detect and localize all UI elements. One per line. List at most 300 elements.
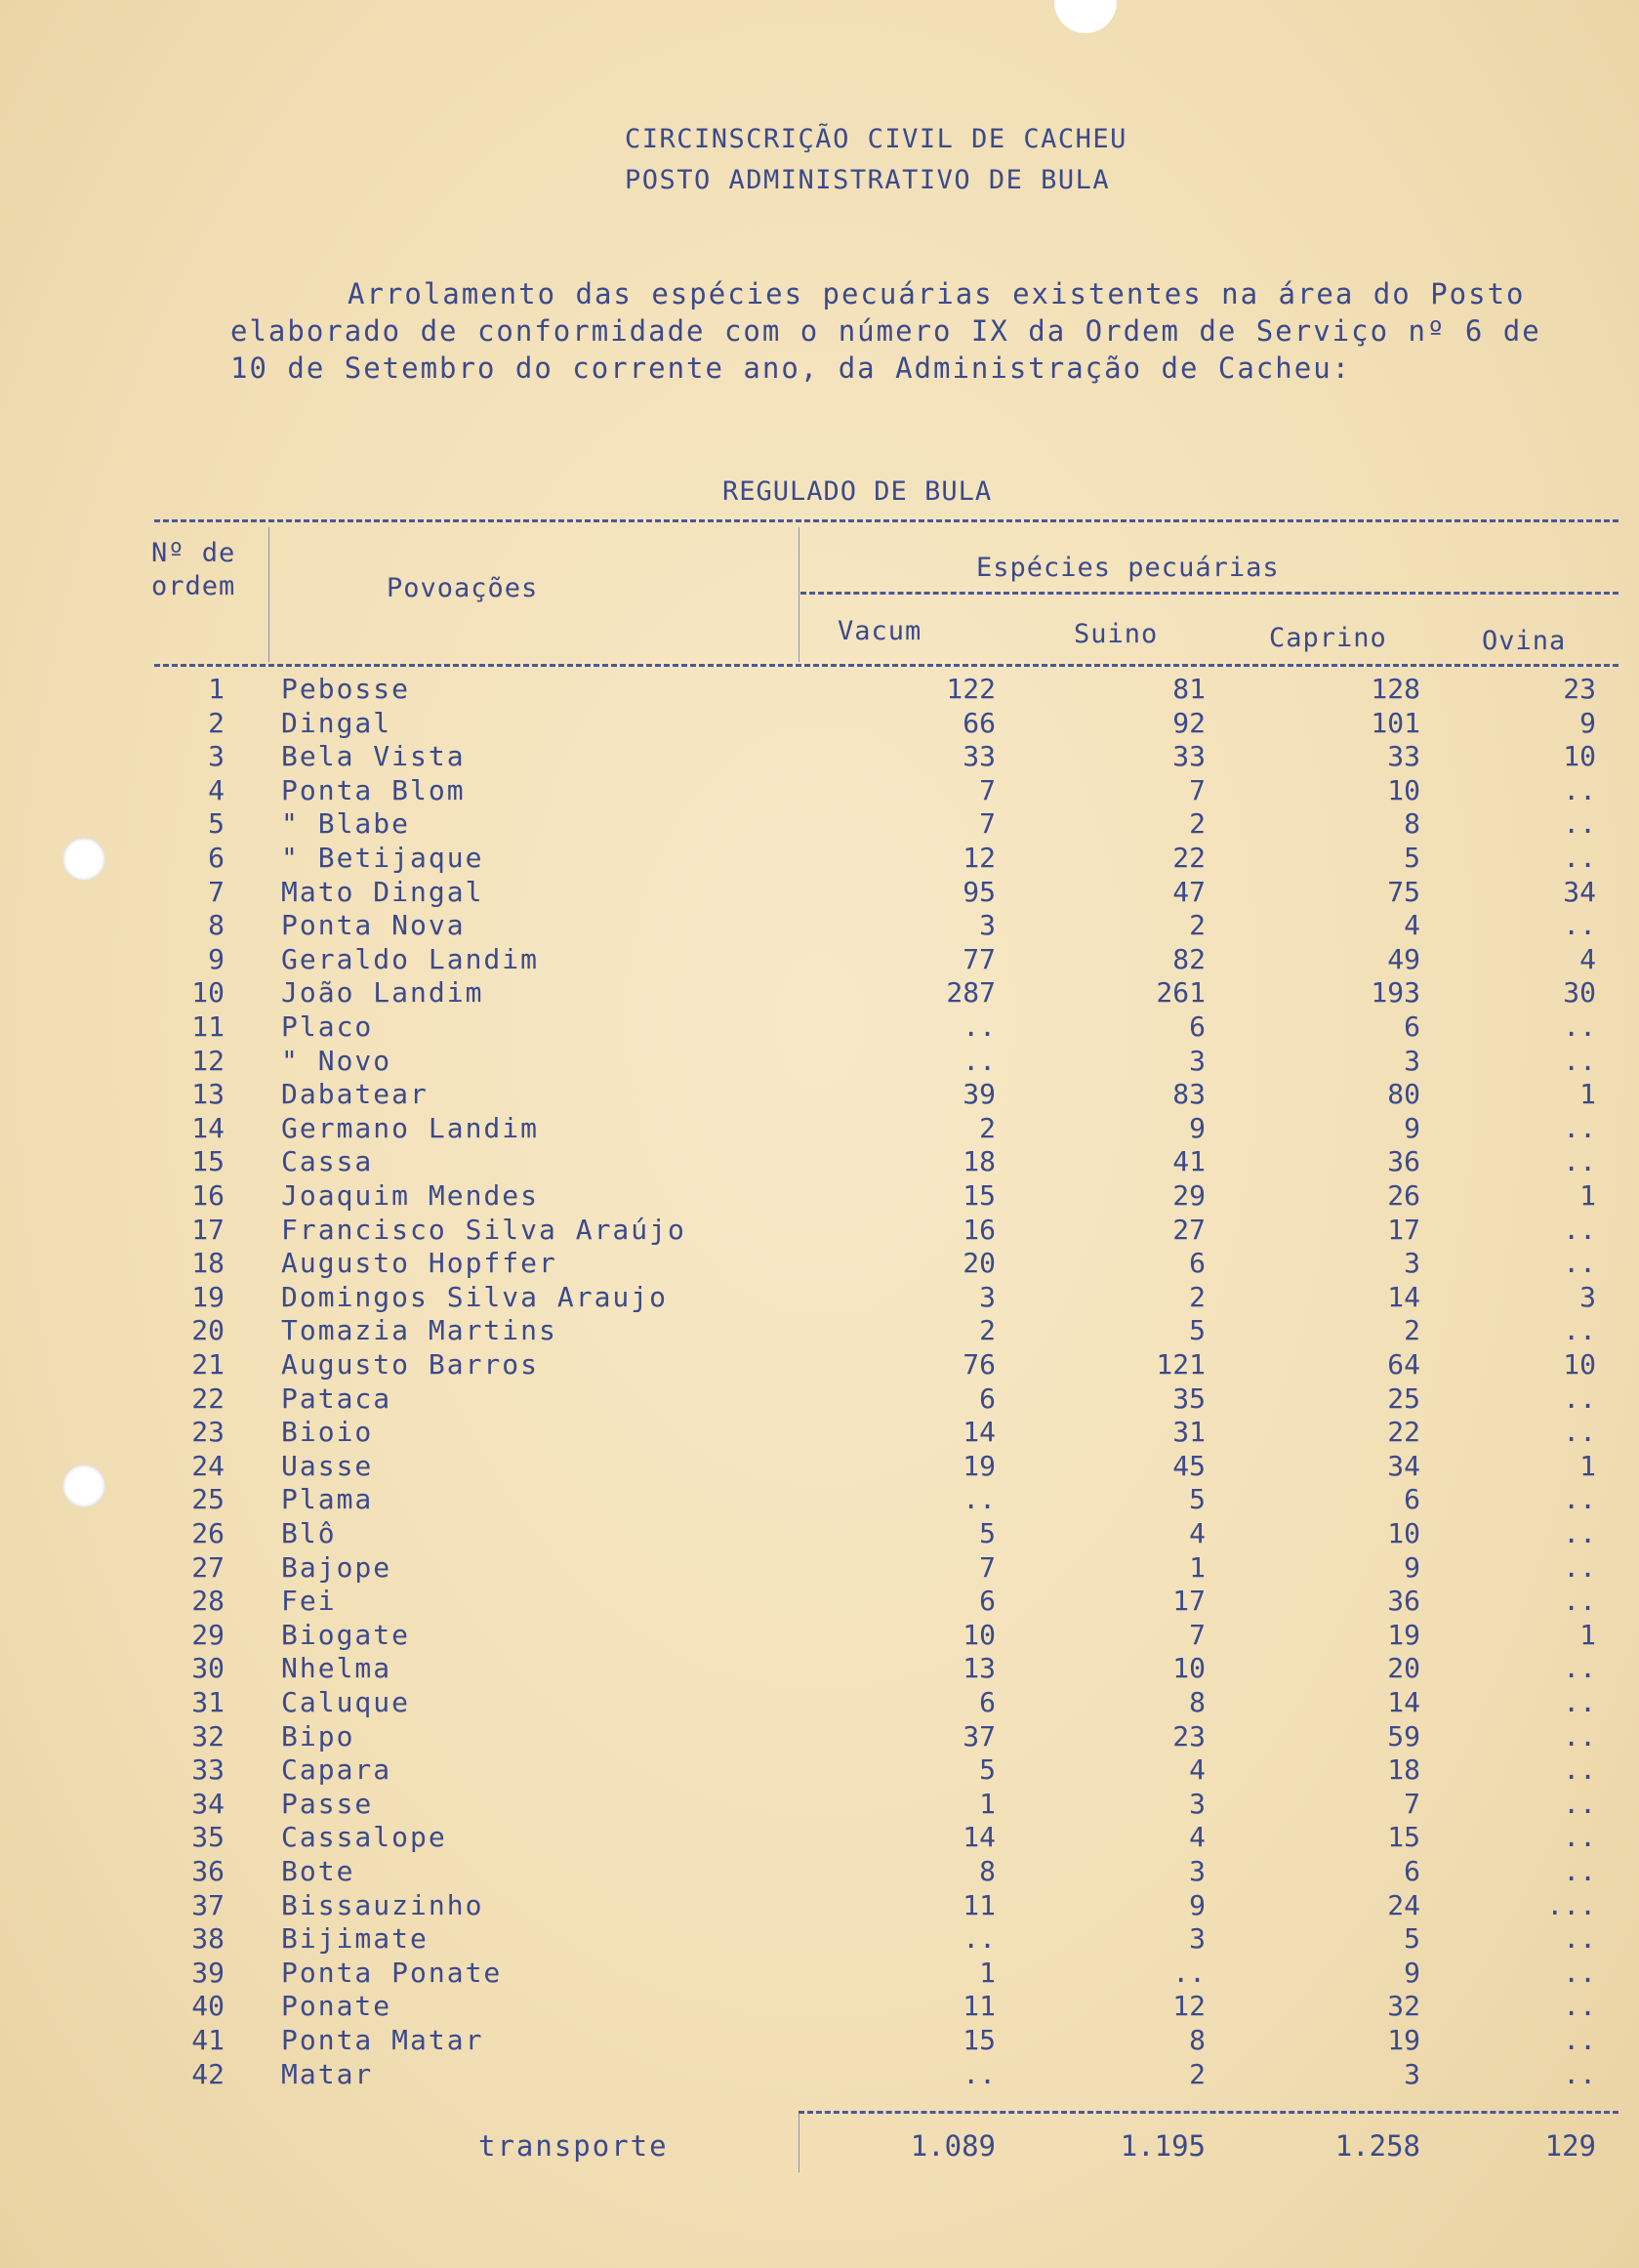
row-caprino: 22 (1387, 1416, 1420, 1448)
table-row (0, 1313, 1639, 1347)
row-name: Ponate (281, 1990, 392, 2022)
row-name: Augusto Barros (281, 1348, 540, 1381)
row-ovina: 9 (1579, 707, 1596, 739)
row-number: 38 (191, 1922, 225, 1955)
row-ovina: .. (1563, 2024, 1596, 2056)
row-ovina: .. (1563, 1145, 1596, 1177)
row-number: 35 (191, 1821, 225, 1853)
row-caprino: 14 (1387, 1686, 1420, 1718)
row-number: 19 (191, 1281, 225, 1313)
row-suino: 9 (1189, 1112, 1206, 1144)
row-suino: 3 (1189, 1922, 1206, 1955)
row-name: Placo (281, 1010, 374, 1043)
row-caprino: 36 (1387, 1145, 1420, 1177)
row-caprino: 75 (1387, 876, 1420, 908)
row-ovina: 3 (1579, 1281, 1596, 1313)
table-row (0, 739, 1639, 773)
row-vacum: 16 (963, 1214, 996, 1246)
row-suino: 23 (1172, 1720, 1206, 1753)
table-row (0, 875, 1639, 909)
row-ovina: .. (1563, 1788, 1596, 1820)
row-caprino: 80 (1387, 1078, 1420, 1110)
table-row (0, 1213, 1639, 1247)
row-number: 6 (208, 842, 225, 874)
row-caprino: 24 (1387, 1889, 1420, 1921)
table-row (0, 1921, 1639, 1956)
row-name: Fei (281, 1585, 337, 1617)
row-ovina: 1 (1579, 1450, 1596, 1482)
row-ovina: .. (1563, 1720, 1596, 1753)
row-ovina: .. (1563, 1686, 1596, 1718)
intro-paragraph (230, 275, 1587, 387)
header-line-2: POSTO ADMINISTRATIVO DE BULA (625, 165, 1111, 195)
column-header-number-line-1: Nº de (151, 538, 236, 568)
row-vacum: 3 (979, 909, 996, 941)
table-row (0, 1144, 1639, 1178)
row-vacum: 6 (979, 1382, 996, 1415)
row-number: 4 (208, 774, 225, 806)
row-vacum: 13 (963, 1652, 996, 1684)
row-ovina: .. (1563, 1517, 1596, 1549)
row-name: Francisco Silva Araújo (281, 1214, 686, 1246)
row-suino: 3 (1189, 1788, 1206, 1820)
column-header-number (151, 537, 235, 603)
row-suino: 2 (1189, 807, 1206, 840)
row-suino: 12 (1172, 1990, 1206, 2022)
row-suino: 5 (1189, 1483, 1206, 1515)
row-caprino: 36 (1387, 1585, 1420, 1617)
column-header-ovina: Ovina (1482, 626, 1567, 656)
row-ovina: 10 (1563, 740, 1596, 772)
row-ovina: 34 (1563, 876, 1596, 908)
row-vacum: 7 (979, 1551, 996, 1584)
row-ovina: 1 (1579, 1179, 1596, 1212)
row-ovina: .. (1563, 1753, 1596, 1786)
row-ovina: .. (1563, 1652, 1596, 1684)
intro-line-1: Arrolamento das espécies pecuárias existentes na área do Posto (348, 277, 1526, 310)
row-suino: 4 (1189, 1753, 1206, 1786)
row-name: Ponta Ponate (281, 1957, 503, 1989)
row-suino: 17 (1172, 1585, 1206, 1617)
row-caprino: 25 (1387, 1382, 1420, 1415)
table-row (0, 1077, 1639, 1111)
row-number: 41 (191, 2024, 225, 2056)
row-suino: 7 (1189, 1619, 1206, 1651)
row-vacum: 66 (963, 707, 996, 739)
row-ovina: 23 (1563, 673, 1596, 705)
row-suino: 2 (1189, 909, 1206, 941)
table-row (0, 1111, 1639, 1145)
row-vacum: 14 (963, 1821, 996, 1853)
row-ovina: 10 (1563, 1348, 1596, 1381)
table-row (0, 1989, 1639, 2023)
row-vacum: 39 (963, 1078, 996, 1110)
row-ovina: .. (1563, 909, 1596, 941)
torn-edge (1054, 0, 1117, 33)
row-name: João Landim (281, 976, 484, 1009)
table-row (0, 1888, 1639, 1922)
row-suino: 92 (1172, 707, 1206, 739)
row-number: 9 (208, 943, 225, 975)
row-name: Biogate (281, 1619, 411, 1651)
table-row (0, 1787, 1639, 1821)
row-caprino: 101 (1371, 707, 1420, 739)
row-vacum: 11 (963, 1889, 996, 1921)
row-name: Pataca (281, 1382, 392, 1415)
table-row (0, 1178, 1639, 1213)
row-number: 18 (191, 1247, 225, 1279)
row-number: 25 (191, 1483, 225, 1515)
table-row (0, 1651, 1639, 1685)
row-caprino: 10 (1387, 774, 1420, 806)
row-number: 13 (191, 1078, 225, 1110)
row-number: 40 (191, 1990, 225, 2022)
row-ovina: .. (1563, 1416, 1596, 1448)
row-suino: 10 (1172, 1652, 1206, 1684)
row-suino: 35 (1172, 1382, 1206, 1415)
row-vacum: 122 (946, 673, 996, 705)
row-caprino: 32 (1387, 1990, 1420, 2022)
row-number: 2 (208, 707, 225, 739)
row-caprino: 26 (1387, 1179, 1420, 1212)
table-row (0, 1618, 1639, 1652)
row-number: 15 (191, 1145, 225, 1177)
table-top-rule (154, 519, 1619, 522)
row-vacum: 1 (979, 1788, 996, 1820)
table-row (0, 672, 1639, 706)
row-suino: .. (1172, 1957, 1206, 1989)
document-header (625, 119, 1367, 201)
row-suino: 83 (1172, 1078, 1206, 1110)
row-vacum: 5 (979, 1517, 996, 1549)
totals-label: transporte (478, 2129, 669, 2163)
row-number: 16 (191, 1179, 225, 1212)
row-caprino: 17 (1387, 1214, 1420, 1246)
table-row (0, 1010, 1639, 1044)
row-number: 14 (191, 1112, 225, 1144)
table-row (0, 1516, 1639, 1550)
row-vacum: 6 (979, 1686, 996, 1718)
row-ovina: .. (1563, 1922, 1596, 1955)
table-row (0, 908, 1639, 942)
row-caprino: 59 (1387, 1720, 1420, 1753)
row-vacum: 6 (979, 1585, 996, 1617)
row-name: Plama (281, 1483, 374, 1515)
row-name: Bela Vista (281, 740, 466, 772)
row-suino: 6 (1189, 1247, 1206, 1279)
row-vacum: 15 (963, 2024, 996, 2056)
row-name: Bote (281, 1855, 355, 1887)
row-suino: 47 (1172, 876, 1206, 908)
table-row (0, 1550, 1639, 1585)
row-suino: 9 (1189, 1889, 1206, 1921)
row-ovina: .. (1563, 1821, 1596, 1853)
row-caprino: 5 (1404, 842, 1420, 874)
row-ovina: .. (1563, 1112, 1596, 1144)
row-ovina: .. (1563, 807, 1596, 840)
row-vacum: 287 (946, 976, 996, 1009)
header-bottom-rule (154, 664, 1619, 667)
row-vacum: 33 (963, 740, 996, 772)
row-number: 10 (191, 976, 225, 1009)
row-ovina: 4 (1579, 943, 1596, 975)
row-suino: 261 (1156, 976, 1206, 1009)
row-suino: 4 (1189, 1821, 1206, 1853)
row-name: Matar (281, 2058, 374, 2090)
row-caprino: 128 (1371, 673, 1420, 705)
row-name: Caluque (281, 1686, 411, 1718)
row-vacum: 76 (963, 1348, 996, 1381)
row-suino: 22 (1172, 842, 1206, 874)
totals-rule (799, 2111, 1619, 2114)
row-name: Ponta Nova (281, 909, 466, 941)
row-caprino: 9 (1404, 1112, 1420, 1144)
row-ovina: .. (1563, 1314, 1596, 1346)
row-suino: 7 (1189, 774, 1206, 806)
row-ovina: .. (1563, 1010, 1596, 1043)
row-vacum: 19 (963, 1450, 996, 1482)
table-row (0, 1415, 1639, 1449)
table-row (0, 1820, 1639, 1854)
column-header-suino: Suino (1074, 619, 1159, 649)
row-name: Dingal (281, 707, 392, 739)
column-header-caprino: Caprino (1269, 623, 1387, 653)
row-caprino: 34 (1387, 1450, 1420, 1482)
row-number: 7 (208, 876, 225, 908)
row-name: Cassalope (281, 1821, 447, 1853)
row-number: 37 (191, 1889, 225, 1921)
row-ovina: .. (1563, 1585, 1596, 1617)
row-name: Bissauzinho (281, 1889, 484, 1921)
row-number: 39 (191, 1957, 225, 1989)
row-suino: 1 (1189, 1551, 1206, 1584)
row-vacum: 37 (963, 1720, 996, 1753)
row-suino: 5 (1189, 1314, 1206, 1346)
row-vacum: 15 (963, 1179, 996, 1212)
row-name: Geraldo Landim (281, 943, 540, 975)
row-number: 21 (191, 1348, 225, 1381)
row-ovina: .. (1563, 1990, 1596, 2022)
row-caprino: 20 (1387, 1652, 1420, 1684)
row-caprino: 9 (1404, 1957, 1420, 1989)
row-name: Uasse (281, 1450, 374, 1482)
row-ovina: .. (1563, 1551, 1596, 1584)
row-ovina: .. (1563, 1855, 1596, 1887)
row-number: 32 (191, 1720, 225, 1753)
region-title: REGULADO DE BULA (722, 476, 993, 507)
row-name: " Betijaque (281, 842, 484, 874)
row-vacum: 18 (963, 1145, 996, 1177)
row-vacum: 8 (979, 1855, 996, 1887)
row-name: Ponta Matar (281, 2024, 484, 2056)
row-name: " Novo (281, 1045, 392, 1077)
row-vacum: 1 (979, 1957, 996, 1989)
totals-vacum: 1.089 (910, 2129, 996, 2163)
totals-ovina: 129 (1544, 2129, 1596, 2163)
table-row (0, 975, 1639, 1010)
totals-row (0, 2126, 1639, 2165)
row-caprino: 9 (1404, 1551, 1420, 1584)
row-caprino: 7 (1404, 1788, 1420, 1820)
row-caprino: 3 (1404, 1247, 1420, 1279)
row-caprino: 14 (1387, 1281, 1420, 1313)
column-divider (268, 527, 269, 662)
row-suino: 8 (1189, 1686, 1206, 1718)
row-name: Tomazia Martins (281, 1314, 557, 1346)
row-ovina: 1 (1579, 1619, 1596, 1651)
row-caprino: 3 (1404, 2058, 1420, 2090)
row-vacum: 5 (979, 1753, 996, 1786)
row-suino: 27 (1172, 1214, 1206, 1246)
row-caprino: 4 (1404, 909, 1420, 941)
row-number: 26 (191, 1517, 225, 1549)
table-row (0, 1685, 1639, 1719)
row-name: " Blabe (281, 807, 411, 840)
row-name: Augusto Hopffer (281, 1247, 557, 1279)
row-name: Germano Landim (281, 1112, 540, 1144)
row-vacum: 77 (963, 943, 996, 975)
row-name: Bajope (281, 1551, 392, 1584)
row-suino: 81 (1172, 673, 1206, 705)
table-row (0, 1381, 1639, 1416)
row-vacum: 95 (963, 876, 996, 908)
row-vacum: .. (963, 2058, 996, 2090)
row-suino: 3 (1189, 1045, 1206, 1077)
table-row (0, 2057, 1639, 2091)
row-caprino: 19 (1387, 2024, 1420, 2056)
row-caprino: 49 (1387, 943, 1420, 975)
row-suino: 121 (1156, 1348, 1206, 1381)
row-suino: 31 (1172, 1416, 1206, 1448)
row-number: 31 (191, 1686, 225, 1718)
table-row (0, 841, 1639, 875)
row-vacum: 2 (979, 1112, 996, 1144)
row-vacum: 11 (963, 1990, 996, 2022)
row-vacum: .. (963, 1010, 996, 1043)
table-row (0, 1719, 1639, 1753)
row-number: 23 (191, 1416, 225, 1448)
table-row (0, 1347, 1639, 1381)
table-row (0, 1449, 1639, 1483)
totals-suino: 1.195 (1120, 2129, 1206, 2163)
table-row (0, 2023, 1639, 2057)
table-row (0, 706, 1639, 740)
row-ovina: .. (1563, 774, 1596, 806)
row-suino: 45 (1172, 1450, 1206, 1482)
row-number: 3 (208, 740, 225, 772)
intro-line-3: 10 de Setembro do corrente ano, da Administração de Cacheu: (230, 351, 1352, 385)
row-name: Bipo (281, 1720, 355, 1753)
table-row (0, 1482, 1639, 1516)
row-ovina: .. (1563, 2058, 1596, 2090)
row-number: 29 (191, 1619, 225, 1651)
row-vacum: 12 (963, 842, 996, 874)
row-vacum: 10 (963, 1619, 996, 1651)
row-caprino: 18 (1387, 1753, 1420, 1786)
row-number: 24 (191, 1450, 225, 1482)
row-number: 20 (191, 1314, 225, 1346)
row-number: 28 (191, 1585, 225, 1617)
row-ovina: .. (1563, 1382, 1596, 1415)
column-header-name: Povoações (387, 573, 539, 603)
row-number: 34 (191, 1788, 225, 1820)
table-row (0, 1246, 1639, 1280)
row-caprino: 6 (1404, 1010, 1420, 1043)
row-caprino: 193 (1371, 976, 1420, 1009)
row-ovina: .. (1563, 1045, 1596, 1077)
row-vacum: .. (963, 1045, 996, 1077)
row-number: 33 (191, 1753, 225, 1786)
row-suino: 8 (1189, 2024, 1206, 2056)
table-row (0, 1956, 1639, 1990)
row-vacum: 2 (979, 1314, 996, 1346)
row-name: Mato Dingal (281, 876, 484, 908)
row-ovina: .. (1563, 1483, 1596, 1515)
row-vacum: 14 (963, 1416, 996, 1448)
row-number: 42 (191, 2058, 225, 2090)
row-name: Cassa (281, 1145, 374, 1177)
row-name: Bioio (281, 1416, 374, 1448)
row-caprino: 19 (1387, 1619, 1420, 1651)
row-name: Capara (281, 1753, 392, 1786)
table-row (0, 1584, 1639, 1618)
row-caprino: 2 (1404, 1314, 1420, 1346)
row-name: Dabatear (281, 1078, 429, 1110)
table-row (0, 1280, 1639, 1314)
table-row (0, 1854, 1639, 1888)
row-name: Bijimate (281, 1922, 429, 1955)
row-suino: 29 (1172, 1179, 1206, 1212)
row-number: 5 (208, 807, 225, 840)
row-ovina: .. (1563, 1214, 1596, 1246)
row-vacum: .. (963, 1483, 996, 1515)
row-number: 30 (191, 1652, 225, 1684)
row-number: 12 (191, 1045, 225, 1077)
row-name: Joaquim Mendes (281, 1179, 540, 1212)
column-header-species-group: Espécies pecuárias (976, 553, 1280, 583)
row-caprino: 3 (1404, 1045, 1420, 1077)
row-ovina: .. (1563, 1957, 1596, 1989)
column-header-vacum: Vacum (838, 616, 922, 646)
row-caprino: 5 (1404, 1922, 1420, 1955)
row-vacum: 3 (979, 1281, 996, 1313)
row-number: 36 (191, 1855, 225, 1887)
row-suino: 2 (1189, 2058, 1206, 2090)
table-row (0, 773, 1639, 807)
row-number: 22 (191, 1382, 225, 1415)
row-suino: 41 (1172, 1145, 1206, 1177)
row-vacum: .. (963, 1922, 996, 1955)
row-vacum: 7 (979, 807, 996, 840)
row-number: 8 (208, 909, 225, 941)
species-group-rule (800, 592, 1619, 595)
row-suino: 4 (1189, 1517, 1206, 1549)
row-suino: 82 (1172, 943, 1206, 975)
table-row (0, 1044, 1639, 1078)
row-caprino: 10 (1387, 1517, 1420, 1549)
row-suino: 2 (1189, 1281, 1206, 1313)
row-name: Blô (281, 1517, 337, 1549)
row-ovina: 1 (1579, 1078, 1596, 1110)
row-name: Domingos Silva Araujo (281, 1281, 669, 1313)
row-name: Pebosse (281, 673, 411, 705)
row-ovina: .. (1563, 842, 1596, 874)
row-name: Passe (281, 1788, 374, 1820)
row-number: 11 (191, 1010, 225, 1043)
row-caprino: 6 (1404, 1483, 1420, 1515)
row-vacum: 7 (979, 774, 996, 806)
table-row (0, 942, 1639, 976)
